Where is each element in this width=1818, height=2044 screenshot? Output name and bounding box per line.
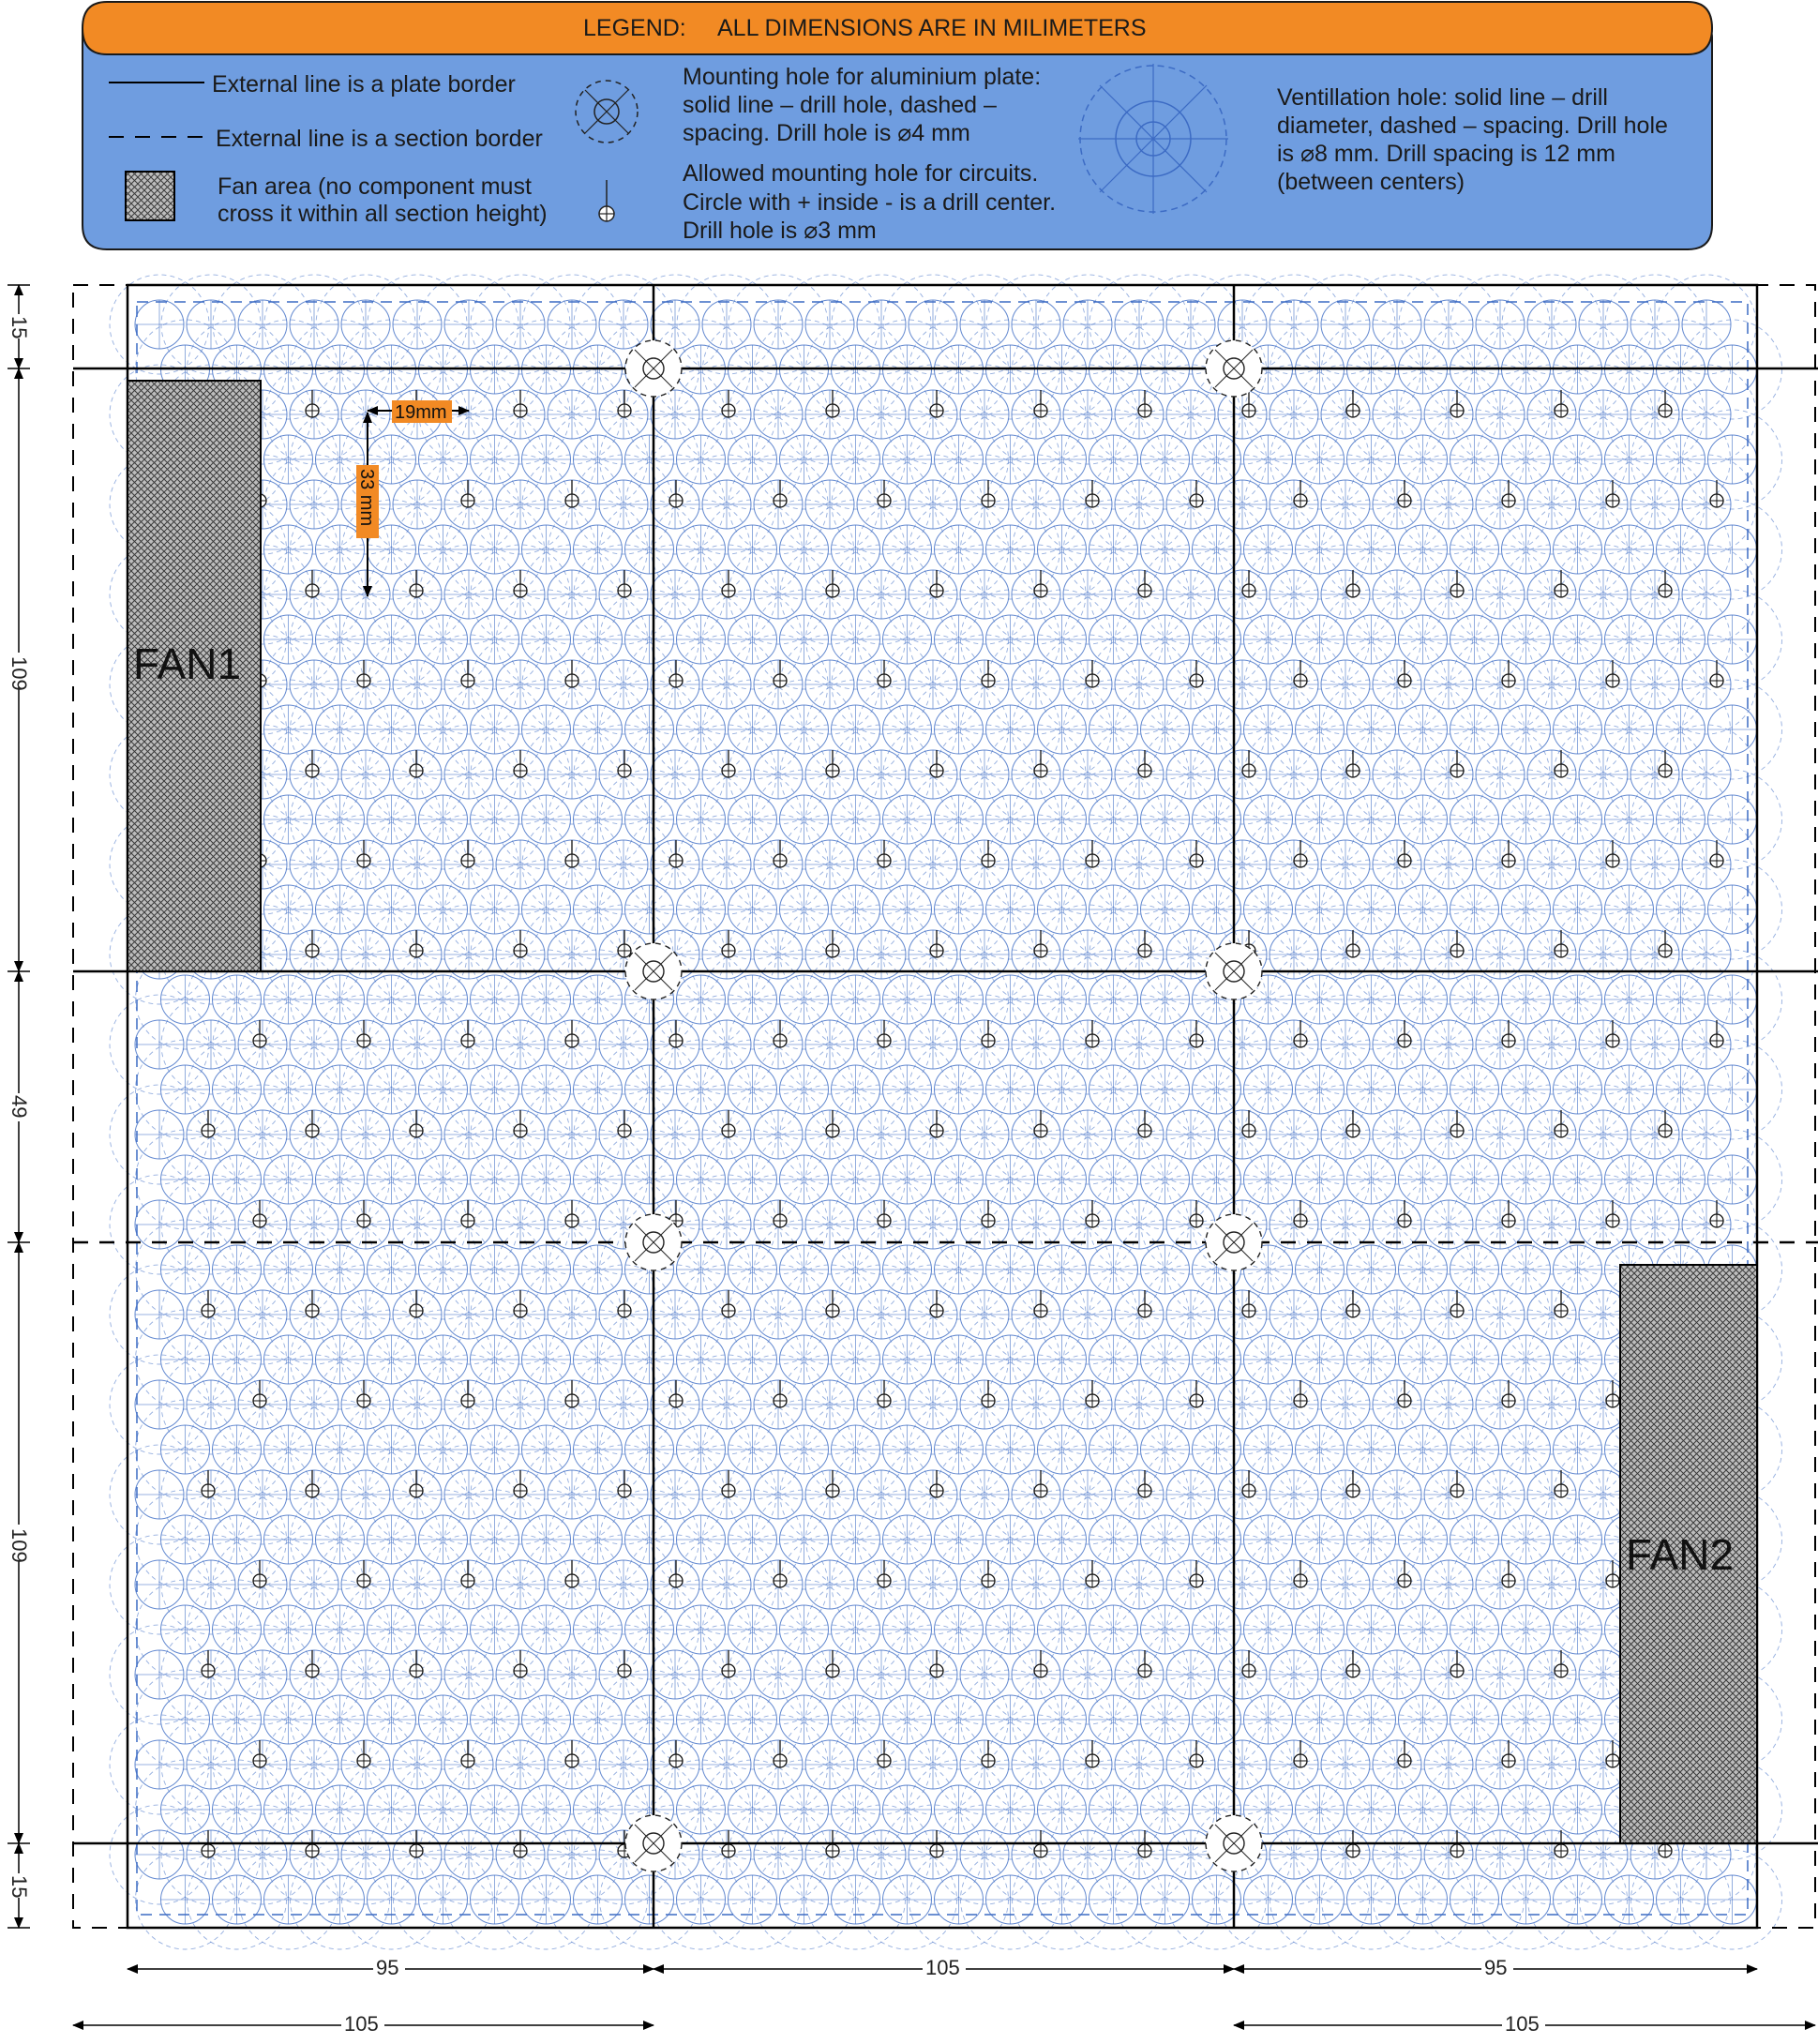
circuit-hole-icon bbox=[982, 480, 995, 507]
circuit-hole-icon bbox=[461, 660, 474, 687]
dim-left-109-bottom: 109 bbox=[8, 1528, 31, 1563]
circuit-hole-icon bbox=[1294, 660, 1307, 687]
circuit-hole-icon bbox=[618, 930, 631, 957]
mounting-hole-label-1: Mounting hole for aluminium plate: bbox=[683, 64, 1042, 90]
circuit-hole-icon bbox=[514, 750, 527, 777]
circuit-hole-icon bbox=[1242, 1290, 1255, 1317]
circuit-hole-icon bbox=[930, 570, 943, 597]
circuit-hole-icon bbox=[774, 1740, 787, 1767]
circuit-hole-icon bbox=[878, 480, 891, 507]
circuit-hole-icon bbox=[669, 840, 683, 867]
circuit-hole-icon bbox=[410, 750, 423, 777]
circuit-hole-icon bbox=[253, 1200, 266, 1227]
vent-hole-icon bbox=[1078, 64, 1228, 214]
circuit-hole-icon bbox=[461, 840, 474, 867]
circuit-hole-icon bbox=[1398, 1740, 1411, 1767]
circuit-hole-icon bbox=[722, 1110, 735, 1137]
mounting-hole-icon bbox=[1206, 340, 1262, 397]
mounting-hole-icon bbox=[625, 943, 682, 999]
circuit-hole-icon bbox=[410, 570, 423, 597]
bottom-dimensions bbox=[73, 1956, 1815, 2036]
mounting-hole-icon bbox=[1206, 1214, 1262, 1270]
circuit-hole-icon bbox=[1710, 1200, 1723, 1227]
circuit-hole-icon bbox=[1346, 390, 1360, 417]
vent-hole-label-2: diameter, dashed – spacing. Drill hole bbox=[1277, 113, 1668, 139]
legend-box bbox=[83, 2, 1712, 249]
legend-title: LEGEND: bbox=[583, 15, 686, 41]
circuit-hole-icon bbox=[202, 1650, 215, 1677]
vent-hole-label-1: Ventillation hole: solid line – drill bbox=[1277, 84, 1608, 111]
circuit-hole-icon bbox=[1346, 570, 1360, 597]
circuit-hole-icon bbox=[618, 390, 631, 417]
circuit-hole-icon bbox=[410, 1290, 423, 1317]
circuit-hole-icon bbox=[410, 930, 423, 957]
circuit-hole-icon bbox=[1242, 1470, 1255, 1497]
dim-bottom-95-left: 95 bbox=[376, 1956, 399, 1979]
circuit-hole-icon bbox=[1294, 1560, 1307, 1587]
callout-33mm: 33 mm bbox=[356, 469, 377, 527]
circuit-hole-icon bbox=[826, 930, 839, 957]
dim-bottom-105-middle: 105 bbox=[925, 1956, 960, 1979]
mounting-hole-label-3: spacing. Drill hole is ⌀4 mm bbox=[683, 120, 970, 146]
circuit-hole-icon bbox=[202, 1470, 215, 1497]
circuit-hole-icon bbox=[618, 1290, 631, 1317]
circuit-hole-icon bbox=[930, 750, 943, 777]
circuit-hole-icon bbox=[878, 840, 891, 867]
circuit-hole-icon bbox=[461, 480, 474, 507]
fan-area-label-2: cross it within all section height) bbox=[218, 201, 548, 227]
circuit-hole-icon bbox=[1398, 480, 1411, 507]
circuit-hole-icon bbox=[618, 1650, 631, 1677]
circuit-hole-icon bbox=[618, 1110, 631, 1137]
circuit-hole-icon bbox=[1659, 390, 1672, 417]
circuit-hole-icon bbox=[722, 570, 735, 597]
dim-left-15-bottom: 15 bbox=[8, 1875, 31, 1899]
circuit-hole-icon bbox=[774, 1020, 787, 1047]
circuit-hole-icon bbox=[514, 390, 527, 417]
left-dimensions bbox=[8, 285, 31, 1928]
circuit-hole-icon bbox=[930, 930, 943, 957]
circuit-hole-icon bbox=[1398, 1200, 1411, 1227]
circuit-hole-icon bbox=[722, 1470, 735, 1497]
circuit-hole-icon bbox=[826, 570, 839, 597]
circuit-hole-icon bbox=[410, 1110, 423, 1137]
circuit-hole-icon bbox=[618, 1470, 631, 1497]
circuit-hole-icon bbox=[1659, 1110, 1672, 1137]
circuit-hole-icon bbox=[1242, 750, 1255, 777]
circuit-hole-icon bbox=[982, 660, 995, 687]
circuit-hole-icon bbox=[826, 1650, 839, 1677]
circuit-hole-icon bbox=[669, 1020, 683, 1047]
circuit-hole-icon bbox=[618, 570, 631, 597]
circuit-hole-icon bbox=[982, 1380, 995, 1407]
circuit-hole-icon bbox=[1710, 660, 1723, 687]
circuit-hole-icon bbox=[565, 1380, 578, 1407]
circuit-hole-icon bbox=[982, 1200, 995, 1227]
circuit-hole-icon bbox=[982, 1560, 995, 1587]
circuit-hole-icon bbox=[722, 1650, 735, 1677]
circuit-hole-icon bbox=[1398, 1020, 1411, 1047]
circuit-hole-icon bbox=[1242, 1650, 1255, 1677]
circuit-hole-icon bbox=[1710, 1020, 1723, 1047]
section-border-label: External line is a section border bbox=[216, 126, 543, 152]
circuit-hole-icon bbox=[1398, 840, 1411, 867]
circuit-hole-icon bbox=[461, 1560, 474, 1587]
circuit-hole-icon bbox=[202, 1290, 215, 1317]
circuit-hole-icon bbox=[461, 1740, 474, 1767]
circuit-hole-icon bbox=[514, 1110, 527, 1137]
circuit-hole-icon bbox=[669, 1380, 683, 1407]
circuit-hole-icon bbox=[1659, 750, 1672, 777]
circuit-hole-icon bbox=[878, 1560, 891, 1587]
circuit-hole-icon bbox=[1659, 930, 1672, 957]
fan1-label: FAN1 bbox=[133, 639, 242, 688]
circuit-hole-icon bbox=[774, 1380, 787, 1407]
circuit-hole-icon bbox=[1242, 1110, 1255, 1137]
circuit-hole-icon bbox=[982, 840, 995, 867]
circuit-hole-icon bbox=[826, 1290, 839, 1317]
circuit-hole-icon bbox=[461, 1020, 474, 1047]
circuit-hole-icon bbox=[253, 1560, 266, 1587]
circuit-hole-icon bbox=[826, 750, 839, 777]
circuit-hole-icon bbox=[253, 1020, 266, 1047]
dim-left-49: 49 bbox=[8, 1095, 31, 1119]
mounting-hole-icon bbox=[1206, 943, 1262, 999]
callout-19mm: 19mm bbox=[395, 402, 447, 423]
circuit-hole-icon bbox=[514, 1650, 527, 1677]
circuit-hole-icon bbox=[618, 750, 631, 777]
vent-hole-label-4: (between centers) bbox=[1277, 169, 1465, 195]
circuit-hole-icon bbox=[410, 1470, 423, 1497]
circuit-hole-icon bbox=[826, 1110, 839, 1137]
circuit-hole-icon bbox=[669, 660, 683, 687]
circuit-hole-icon bbox=[565, 840, 578, 867]
circuit-hole-icon bbox=[565, 660, 578, 687]
circuit-hole-icon bbox=[461, 1380, 474, 1407]
circuit-hole-icon bbox=[410, 1650, 423, 1677]
circuit-hole-icon bbox=[982, 1020, 995, 1047]
circuit-hole-icon bbox=[774, 1200, 787, 1227]
circuit-hole-icon bbox=[1294, 1200, 1307, 1227]
plate-border-label: External line is a plate border bbox=[212, 71, 516, 98]
spacing-callout-vertical bbox=[356, 413, 379, 596]
circuit-hole-icon bbox=[669, 480, 683, 507]
mounting-hole-icon bbox=[625, 340, 682, 397]
circuit-hole-icon bbox=[1294, 1020, 1307, 1047]
circuit-hole-icon bbox=[826, 390, 839, 417]
dim-bottom-95-right: 95 bbox=[1484, 1956, 1508, 1979]
circuit-hole-icon bbox=[1346, 1290, 1360, 1317]
fan2-label: FAN2 bbox=[1626, 1530, 1735, 1579]
circuit-hole-icon bbox=[878, 1200, 891, 1227]
circuit-hole-label-2: Circle with + inside - is a drill center. bbox=[683, 189, 1057, 216]
circuit-hole-icon bbox=[1242, 570, 1255, 597]
circuit-hole-icon bbox=[1346, 1470, 1360, 1497]
circuit-hole-icon bbox=[1659, 570, 1672, 597]
mounting-hole-icon bbox=[625, 1214, 682, 1270]
circuit-hole-icon bbox=[565, 1740, 578, 1767]
circuit-hole-icon bbox=[774, 480, 787, 507]
circuit-hole-icon bbox=[461, 1200, 474, 1227]
circuit-hole-icon bbox=[253, 1380, 266, 1407]
circuit-hole-icon bbox=[722, 930, 735, 957]
circuit-hole-icon bbox=[1398, 1560, 1411, 1587]
fan-area-sample bbox=[126, 172, 174, 220]
dim-bottom-105-left-plate: 105 bbox=[344, 2012, 379, 2036]
circuit-hole-icon bbox=[1398, 660, 1411, 687]
outer-section-border bbox=[73, 285, 1815, 1928]
mounting-hole-label-2: solid line – drill hole, dashed – bbox=[683, 92, 997, 118]
circuit-hole-icon bbox=[826, 1470, 839, 1497]
circuit-hole-icon bbox=[930, 1110, 943, 1137]
circuit-hole-icon bbox=[514, 1470, 527, 1497]
circuit-hole-icon bbox=[1294, 840, 1307, 867]
circuit-hole-icon bbox=[565, 1200, 578, 1227]
fan-area-label-1: Fan area (no component must bbox=[218, 173, 532, 200]
circuit-hole-icon bbox=[565, 480, 578, 507]
circuit-hole-icon bbox=[722, 390, 735, 417]
circuit-hole-icon bbox=[1346, 930, 1360, 957]
circuit-hole-icon bbox=[514, 570, 527, 597]
circuit-hole-icon bbox=[722, 1290, 735, 1317]
legend-subtitle: ALL DIMENSIONS ARE IN MILIMETERS bbox=[717, 15, 1147, 41]
spacing-callout-horizontal bbox=[368, 400, 469, 423]
mounting-hole-icon bbox=[1206, 1815, 1262, 1871]
circuit-hole-icon bbox=[565, 1560, 578, 1587]
circuit-hole-icon bbox=[982, 1740, 995, 1767]
circuit-hole-icon bbox=[878, 1380, 891, 1407]
dim-left-15-top: 15 bbox=[8, 316, 31, 339]
circuit-hole-icon bbox=[669, 1740, 683, 1767]
fan1-area bbox=[128, 381, 261, 971]
circuit-hole-icon bbox=[878, 1020, 891, 1047]
circuit-hole-icon bbox=[202, 1110, 215, 1137]
circuit-hole-icon bbox=[1294, 1740, 1307, 1767]
circuit-hole-icon bbox=[774, 660, 787, 687]
circuit-hole-icon bbox=[565, 1020, 578, 1047]
circuit-hole-icon bbox=[722, 750, 735, 777]
circuit-hole-icon bbox=[878, 1740, 891, 1767]
circuit-hole-icon bbox=[1346, 1650, 1360, 1677]
vent-hole-label-3: is ⌀8 mm. Drill spacing is 12 mm bbox=[1277, 141, 1615, 167]
circuit-hole-icon bbox=[514, 1290, 527, 1317]
circuit-hole-icon bbox=[930, 1650, 943, 1677]
circuit-hole-icon bbox=[930, 1290, 943, 1317]
circuit-hole-icon bbox=[930, 390, 943, 417]
circuit-hole-icon bbox=[774, 1560, 787, 1587]
circuit-hole-icon bbox=[1346, 1110, 1360, 1137]
circuit-hole-icon bbox=[253, 1740, 266, 1767]
circuit-hole-label-1: Allowed mounting hole for circuits. bbox=[683, 160, 1039, 187]
fan2-area bbox=[1620, 1265, 1757, 1843]
circuit-hole-icon bbox=[669, 1560, 683, 1587]
circuit-hole-icon bbox=[514, 930, 527, 957]
circuit-hole-icon bbox=[1294, 1380, 1307, 1407]
circuit-hole-icon bbox=[1346, 750, 1360, 777]
circuit-hole-icon bbox=[774, 840, 787, 867]
dim-bottom-105-right-plate: 105 bbox=[1505, 2012, 1540, 2036]
mounting-hole-icon bbox=[625, 1815, 682, 1871]
circuit-hole-label-3: Drill hole is ⌀3 mm bbox=[683, 218, 877, 244]
circuit-hole-icon bbox=[1710, 840, 1723, 867]
circuit-hole-icon bbox=[1398, 1380, 1411, 1407]
dim-left-109-top: 109 bbox=[8, 656, 31, 691]
circuit-hole-icon bbox=[930, 1470, 943, 1497]
circuit-hole-icon bbox=[1710, 480, 1723, 507]
circuit-hole-icon bbox=[878, 660, 891, 687]
circuit-hole-icon bbox=[1294, 480, 1307, 507]
